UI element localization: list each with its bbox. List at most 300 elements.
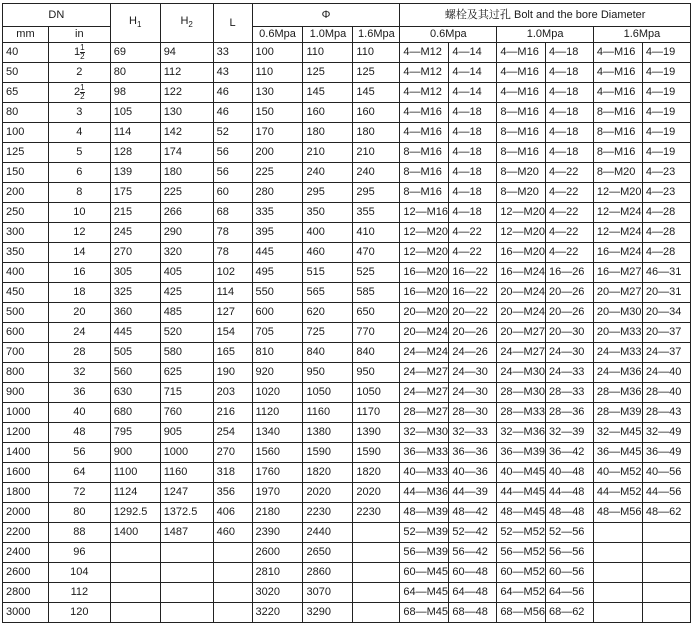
- cell-h2: 485: [160, 303, 213, 323]
- cell-l: 254: [213, 423, 252, 443]
- cell-h2: 122: [160, 83, 213, 103]
- cell-h06: 20—22: [449, 303, 497, 323]
- cell-h2: 760: [160, 403, 213, 423]
- cell-phi10: 125: [303, 63, 353, 83]
- table-row: [3, 163, 691, 183]
- cell-mm: 2400: [3, 543, 49, 563]
- cell-h1: 139: [110, 163, 160, 183]
- cell-h1: 69: [110, 43, 160, 63]
- cell-h2: 715: [160, 383, 213, 403]
- cell-phi16: 840: [353, 343, 400, 363]
- cell-l: 60: [213, 183, 252, 203]
- cell-h1: 560: [110, 363, 160, 383]
- cell-phi16: 770: [353, 323, 400, 343]
- cell-h10: 24—33: [545, 363, 593, 383]
- cell-h06: 4—14: [449, 43, 497, 63]
- cell-b06: 4—M16: [400, 123, 449, 143]
- cell-phi16: 355: [353, 203, 400, 223]
- cell-h06: 64—48: [449, 583, 497, 603]
- cell-h16: 4—28: [642, 223, 690, 243]
- cell-h16: 36—49: [642, 443, 690, 463]
- cell-h16: 4—19: [642, 43, 690, 63]
- cell-phi16: 1820: [353, 463, 400, 483]
- cell-h1: 270: [110, 243, 160, 263]
- l-header: L: [213, 4, 252, 43]
- cell-b16: 8—M16: [593, 143, 642, 163]
- cell-b06: 4—M12: [400, 83, 449, 103]
- table-row: [3, 523, 691, 543]
- cell-b10: 40—M45: [497, 463, 546, 483]
- cell-b06: 52—M39: [400, 523, 449, 543]
- cell-phi06: 3220: [252, 603, 303, 623]
- bolt-header: 螺栓及其过孔 Bolt and the bore Diameter: [400, 4, 691, 27]
- cell-b10: 60—M52: [497, 563, 546, 583]
- cell-phi06: 225: [252, 163, 303, 183]
- table-row: [3, 243, 691, 263]
- table-row: [3, 563, 691, 583]
- cell-h16: 32—49: [642, 423, 690, 443]
- cell-phi06: 2390: [252, 523, 303, 543]
- cell-phi06: 2600: [252, 543, 303, 563]
- cell-phi10: 3070: [303, 583, 353, 603]
- cell-h10: 4—22: [545, 223, 593, 243]
- cell-h2: 1160: [160, 463, 213, 483]
- cell-h16: 4—19: [642, 103, 690, 123]
- cell-h16: 28—43: [642, 403, 690, 423]
- table-row: [3, 423, 691, 443]
- cell-h1: 360: [110, 303, 160, 323]
- cell-phi06: 150: [252, 103, 303, 123]
- cell-l: 102: [213, 263, 252, 283]
- phi-header: Φ: [252, 4, 400, 27]
- cell-phi10: 460: [303, 243, 353, 263]
- cell-phi10: 400: [303, 223, 353, 243]
- cell-h16: 4—19: [642, 83, 690, 103]
- table-row: [3, 263, 691, 283]
- cell-phi16: 2230: [353, 503, 400, 523]
- cell-phi06: 1970: [252, 483, 303, 503]
- cell-b10: 24—M27: [497, 343, 546, 363]
- phi-10-header: 1.0Mpa: [303, 27, 353, 43]
- cell-b06: 56—M39: [400, 543, 449, 563]
- bolt-16-header: 1.6Mpa: [593, 27, 690, 43]
- cell-phi16: 295: [353, 183, 400, 203]
- cell-h06: 36—36: [449, 443, 497, 463]
- cell-l: [213, 543, 252, 563]
- cell-h10: 4—22: [545, 203, 593, 223]
- table-row: [3, 103, 691, 123]
- cell-mm: 40: [3, 43, 49, 63]
- cell-phi06: 1760: [252, 463, 303, 483]
- cell-h06: 48—42: [449, 503, 497, 523]
- cell-b16: 20—M30: [593, 303, 642, 323]
- cell-b06: 4—M16: [400, 103, 449, 123]
- cell-h06: 16—22: [449, 283, 497, 303]
- cell-h1: 795: [110, 423, 160, 443]
- cell-h16: 4—19: [642, 143, 690, 163]
- cell-phi16: 1050: [353, 383, 400, 403]
- cell-phi16: 240: [353, 163, 400, 183]
- cell-in: 14: [48, 243, 110, 263]
- cell-in: 8: [48, 183, 110, 203]
- h1-header: [110, 4, 160, 43]
- cell-h06: 4—18: [449, 163, 497, 183]
- cell-h06: 4—18: [449, 203, 497, 223]
- cell-h06: 52—42: [449, 523, 497, 543]
- h1-subscript: 1: [136, 20, 142, 30]
- cell-h06: 24—26: [449, 343, 497, 363]
- cell-l: 356: [213, 483, 252, 503]
- cell-l: [213, 583, 252, 603]
- cell-b16: 44—M52: [593, 483, 642, 503]
- cell-h1: [110, 543, 160, 563]
- cell-mm: 700: [3, 343, 49, 363]
- cell-phi16: 2020: [353, 483, 400, 503]
- cell-b16: 8—M16: [593, 123, 642, 143]
- cell-b16: [593, 563, 642, 583]
- cell-phi16: [353, 543, 400, 563]
- cell-b16: 12—M24: [593, 223, 642, 243]
- cell-h2: 1487: [160, 523, 213, 543]
- cell-h16: 20—37: [642, 323, 690, 343]
- cell-b16: [593, 583, 642, 603]
- cell-phi10: 210: [303, 143, 353, 163]
- dn-header: DN: [3, 4, 111, 27]
- cell-h06: 40—36: [449, 463, 497, 483]
- cell-h10: 20—26: [545, 303, 593, 323]
- cell-mm: 80: [3, 103, 49, 123]
- cell-h1: 128: [110, 143, 160, 163]
- cell-h2: [160, 563, 213, 583]
- cell-phi10: 620: [303, 303, 353, 323]
- cell-h16: 20—31: [642, 283, 690, 303]
- cell-mm: 800: [3, 363, 49, 383]
- cell-mm: 350: [3, 243, 49, 263]
- cell-in: 64: [48, 463, 110, 483]
- cell-mm: 2800: [3, 583, 49, 603]
- cell-h2: 266: [160, 203, 213, 223]
- cell-in: 40: [48, 403, 110, 423]
- cell-l: 154: [213, 323, 252, 343]
- cell-l: 318: [213, 463, 252, 483]
- cell-phi10: 160: [303, 103, 353, 123]
- cell-b16: 4—M16: [593, 63, 642, 83]
- in-header: in: [48, 27, 110, 43]
- cell-h06: 4—18: [449, 103, 497, 123]
- cell-phi16: 1170: [353, 403, 400, 423]
- bolt-10-header: 1.0Mpa: [497, 27, 594, 43]
- cell-phi06: 495: [252, 263, 303, 283]
- cell-h16: 24—40: [642, 363, 690, 383]
- cell-b10: 28—M30: [497, 383, 546, 403]
- cell-b16: [593, 523, 642, 543]
- table-row: [3, 283, 691, 303]
- cell-b06: 48—M39: [400, 503, 449, 523]
- h2-letter: H: [180, 14, 189, 27]
- cell-mm: 125: [3, 143, 49, 163]
- cell-h2: 520: [160, 323, 213, 343]
- table-row: [3, 123, 691, 143]
- cell-phi10: 2230: [303, 503, 353, 523]
- cell-b16: 32—M45: [593, 423, 642, 443]
- cell-b16: 48—M56: [593, 503, 642, 523]
- cell-in: 2: [48, 63, 110, 83]
- cell-b06: 40—M33: [400, 463, 449, 483]
- cell-h1: [110, 563, 160, 583]
- cell-h10: 36—42: [545, 443, 593, 463]
- cell-h10: 4—18: [545, 63, 593, 83]
- cell-mm: 250: [3, 203, 49, 223]
- cell-l: 127: [213, 303, 252, 323]
- cell-phi16: 410: [353, 223, 400, 243]
- cell-b16: 4—M16: [593, 43, 642, 63]
- cell-b06: 20—M24: [400, 323, 449, 343]
- cell-h10: 28—36: [545, 403, 593, 423]
- flange-dimension-table: [2, 3, 691, 623]
- cell-phi06: 110: [252, 63, 303, 83]
- cell-b16: 16—M24: [593, 243, 642, 263]
- cell-h10: 4—18: [545, 43, 593, 63]
- cell-h06: 4—18: [449, 123, 497, 143]
- cell-h16: 46—31: [642, 263, 690, 283]
- cell-b06: 4—M12: [400, 63, 449, 83]
- cell-phi10: 1380: [303, 423, 353, 443]
- cell-h10: 20—30: [545, 323, 593, 343]
- cell-b10: 48—M45: [497, 503, 546, 523]
- cell-phi16: [353, 523, 400, 543]
- cell-phi10: 145: [303, 83, 353, 103]
- cell-phi06: 1120: [252, 403, 303, 423]
- cell-phi10: 2860: [303, 563, 353, 583]
- cell-in: 6: [48, 163, 110, 183]
- cell-h1: 1400: [110, 523, 160, 543]
- cell-b06: 24—M24: [400, 343, 449, 363]
- cell-b06: 36—M33: [400, 443, 449, 463]
- cell-b16: 24—M33: [593, 343, 642, 363]
- cell-b06: 44—M36: [400, 483, 449, 503]
- cell-in: 20: [48, 303, 110, 323]
- cell-in: 2 $\frac{1}{2}$: [48, 83, 110, 103]
- cell-l: 190: [213, 363, 252, 383]
- cell-phi06: 600: [252, 303, 303, 323]
- cell-h16: 4—23: [642, 183, 690, 203]
- cell-phi16: [353, 583, 400, 603]
- cell-l: 270: [213, 443, 252, 463]
- cell-h10: 20—26: [545, 283, 593, 303]
- table-row: [3, 463, 691, 483]
- cell-phi10: 565: [303, 283, 353, 303]
- table-row: [3, 543, 691, 563]
- cell-h1: 105: [110, 103, 160, 123]
- cell-h06: 4—18: [449, 183, 497, 203]
- table-row: [3, 183, 691, 203]
- cell-b06: 24—M27: [400, 383, 449, 403]
- cell-b16: 16—M27: [593, 263, 642, 283]
- cell-b06: 12—M20: [400, 243, 449, 263]
- table-body: [3, 43, 691, 623]
- cell-l: [213, 603, 252, 623]
- cell-b06: 8—M16: [400, 183, 449, 203]
- cell-phi10: 2650: [303, 543, 353, 563]
- cell-h2: 225: [160, 183, 213, 203]
- cell-h1: 98: [110, 83, 160, 103]
- cell-b10: 20—M24: [497, 283, 546, 303]
- cell-b16: 12—M20: [593, 183, 642, 203]
- cell-b16: 24—M36: [593, 363, 642, 383]
- cell-h2: [160, 543, 213, 563]
- cell-phi10: 110: [303, 43, 353, 63]
- cell-phi10: 2440: [303, 523, 353, 543]
- cell-h06: 4—22: [449, 243, 497, 263]
- cell-phi06: 280: [252, 183, 303, 203]
- cell-h16: [642, 603, 690, 623]
- cell-mm: 50: [3, 63, 49, 83]
- cell-phi16: 125: [353, 63, 400, 83]
- cell-h2: 290: [160, 223, 213, 243]
- cell-l: 165: [213, 343, 252, 363]
- cell-h1: 245: [110, 223, 160, 243]
- cell-phi10: 350: [303, 203, 353, 223]
- cell-phi10: 950: [303, 363, 353, 383]
- cell-h16: 4—28: [642, 203, 690, 223]
- cell-b10: 52—M52: [497, 523, 546, 543]
- cell-b10: 4—M16: [497, 83, 546, 103]
- cell-h1: 1100: [110, 463, 160, 483]
- cell-b10: 12—M20: [497, 223, 546, 243]
- cell-in: 80: [48, 503, 110, 523]
- cell-phi16: [353, 603, 400, 623]
- cell-h1: 630: [110, 383, 160, 403]
- cell-l: 52: [213, 123, 252, 143]
- cell-in: 5: [48, 143, 110, 163]
- cell-h1: [110, 603, 160, 623]
- cell-phi10: 725: [303, 323, 353, 343]
- cell-mm: 150: [3, 163, 49, 183]
- cell-phi06: 395: [252, 223, 303, 243]
- cell-in: 112: [48, 583, 110, 603]
- cell-mm: 3000: [3, 603, 49, 623]
- cell-mm: 200: [3, 183, 49, 203]
- cell-h1: 1124: [110, 483, 160, 503]
- cell-in: 28: [48, 343, 110, 363]
- cell-b06: 64—M45: [400, 583, 449, 603]
- cell-h2: 405: [160, 263, 213, 283]
- cell-phi10: 515: [303, 263, 353, 283]
- cell-b10: 28—M33: [497, 403, 546, 423]
- cell-b10: 8—M20: [497, 183, 546, 203]
- cell-h2: [160, 603, 213, 623]
- table-row: [3, 603, 691, 623]
- cell-b16: 12—M24: [593, 203, 642, 223]
- cell-phi06: 1020: [252, 383, 303, 403]
- cell-l: 78: [213, 223, 252, 243]
- table-row: [3, 403, 691, 423]
- cell-h06: 24—30: [449, 383, 497, 403]
- cell-phi06: 1560: [252, 443, 303, 463]
- cell-h2: 180: [160, 163, 213, 183]
- cell-phi16: 145: [353, 83, 400, 103]
- cell-mm: 1800: [3, 483, 49, 503]
- table-row: [3, 143, 691, 163]
- cell-h1: 114: [110, 123, 160, 143]
- cell-b10: 20—M24: [497, 303, 546, 323]
- cell-h1: 325: [110, 283, 160, 303]
- cell-h2: 130: [160, 103, 213, 123]
- mm-header: mm: [3, 27, 49, 43]
- h1-letter: H: [129, 14, 137, 27]
- table-row: [3, 83, 691, 103]
- cell-phi16: 470: [353, 243, 400, 263]
- cell-b06: 24—M27: [400, 363, 449, 383]
- table-row: [3, 443, 691, 463]
- cell-h2: 94: [160, 43, 213, 63]
- cell-h06: 56—42: [449, 543, 497, 563]
- cell-phi06: 2810: [252, 563, 303, 583]
- cell-h16: 40—56: [642, 463, 690, 483]
- cell-mm: 450: [3, 283, 49, 303]
- cell-phi16: 110: [353, 43, 400, 63]
- cell-h10: 48—48: [545, 503, 593, 523]
- table-row: [3, 203, 691, 223]
- h2-header: [160, 4, 213, 43]
- cell-h16: [642, 583, 690, 603]
- cell-b10: 16—M24: [497, 263, 546, 283]
- cell-h2: 625: [160, 363, 213, 383]
- cell-h1: 1292.5: [110, 503, 160, 523]
- cell-b16: 4—M16: [593, 83, 642, 103]
- cell-mm: 2600: [3, 563, 49, 583]
- cell-b16: 8—M16: [593, 103, 642, 123]
- flange-dimension-table-container: [2, 3, 691, 623]
- cell-h1: 80: [110, 63, 160, 83]
- cell-h16: [642, 543, 690, 563]
- cell-b16: [593, 543, 642, 563]
- cell-h10: 64—56: [545, 583, 593, 603]
- cell-b10: 16—M20: [497, 243, 546, 263]
- cell-mm: 65: [3, 83, 49, 103]
- table-row: [3, 583, 691, 603]
- cell-phi06: 170: [252, 123, 303, 143]
- cell-h16: 28—40: [642, 383, 690, 403]
- cell-h06: 60—48: [449, 563, 497, 583]
- cell-mm: 900: [3, 383, 49, 403]
- cell-mm: 300: [3, 223, 49, 243]
- cell-l: 406: [213, 503, 252, 523]
- cell-b06: 16—M20: [400, 283, 449, 303]
- table-row: [3, 303, 691, 323]
- cell-l: 46: [213, 103, 252, 123]
- table-row: [3, 43, 691, 63]
- cell-b10: 8—M16: [497, 143, 546, 163]
- cell-b16: [593, 603, 642, 623]
- cell-h2: 174: [160, 143, 213, 163]
- cell-l: [213, 563, 252, 583]
- cell-in: 32: [48, 363, 110, 383]
- cell-b10: 64—M52: [497, 583, 546, 603]
- cell-h2: 320: [160, 243, 213, 263]
- cell-in: 104: [48, 563, 110, 583]
- cell-b16: 8—M20: [593, 163, 642, 183]
- cell-h2: 1247: [160, 483, 213, 503]
- cell-b16: 20—M27: [593, 283, 642, 303]
- cell-phi16: 160: [353, 103, 400, 123]
- cell-h06: 68—48: [449, 603, 497, 623]
- cell-in: 10: [48, 203, 110, 223]
- cell-h10: 16—26: [545, 263, 593, 283]
- cell-h06: 4—14: [449, 83, 497, 103]
- cell-l: 216: [213, 403, 252, 423]
- cell-l: 33: [213, 43, 252, 63]
